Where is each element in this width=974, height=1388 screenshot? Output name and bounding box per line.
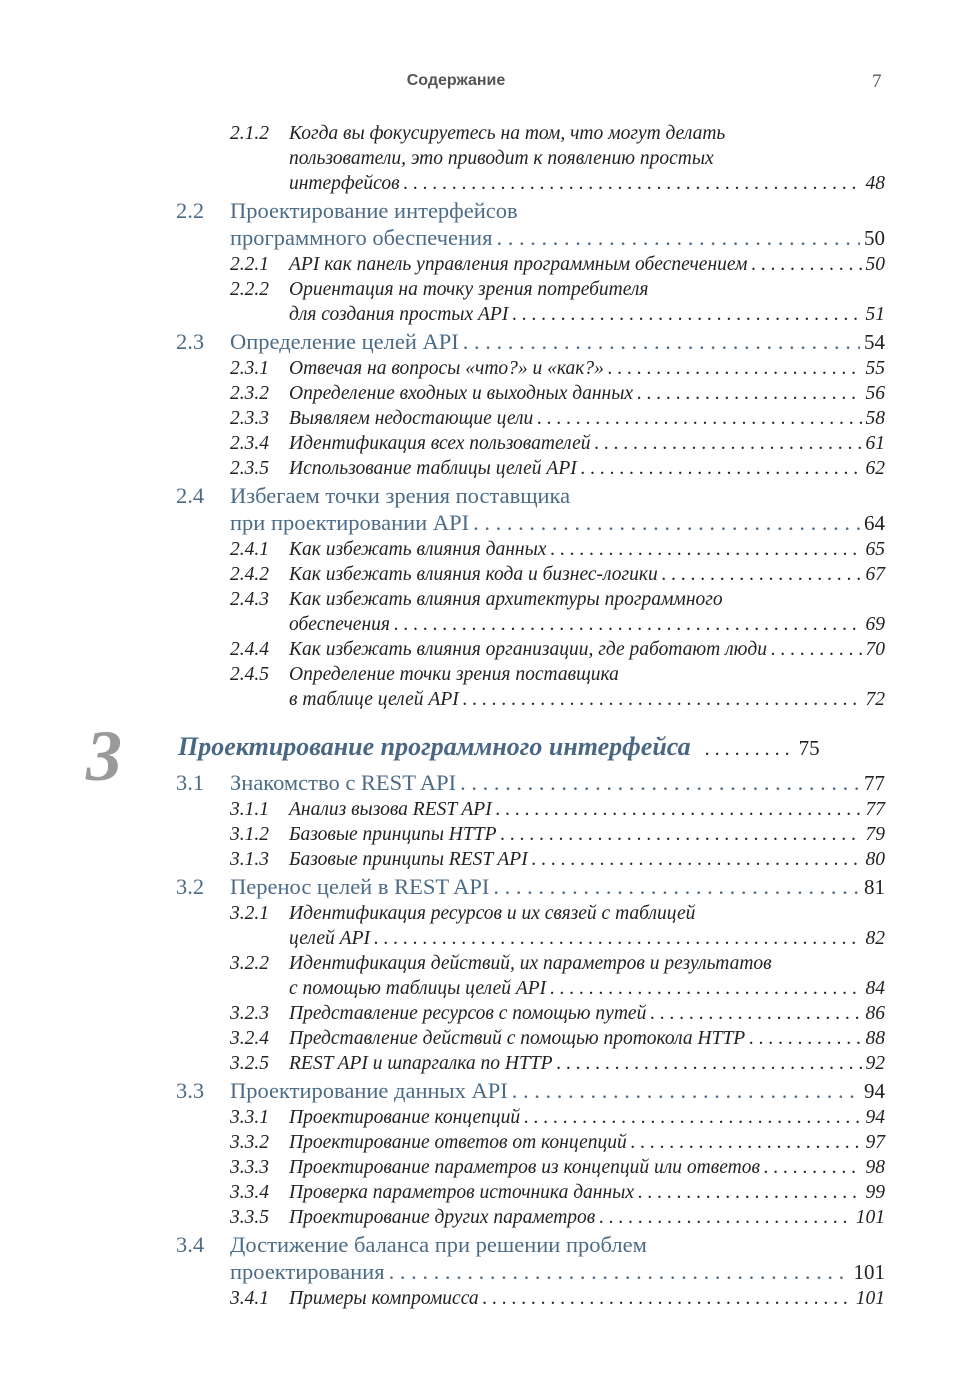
toc-entry-title: Как избежать влияния данных bbox=[289, 539, 547, 560]
toc-entry-title: Идентификация всех пользователей bbox=[289, 433, 591, 454]
toc-page-number: 50 bbox=[865, 254, 885, 275]
toc-subsection[interactable] bbox=[0, 1286, 974, 1311]
toc-entry-title: Проектирование ответов от концепций bbox=[289, 1132, 627, 1153]
toc-subsection[interactable] bbox=[0, 406, 974, 431]
toc-entry-number: 3.3 bbox=[176, 1078, 205, 1103]
toc-page-number: 101 bbox=[855, 1207, 885, 1228]
toc-entry-title: Использование таблицы целей API bbox=[289, 458, 577, 479]
toc-page-number: 58 bbox=[865, 408, 885, 429]
dot-leader bbox=[532, 847, 862, 872]
toc-subsection[interactable] bbox=[0, 381, 974, 406]
toc-page-number: 94 bbox=[864, 1079, 885, 1103]
toc-entry-title: Определение точки зрения поставщика bbox=[289, 664, 619, 685]
dot-leader bbox=[496, 224, 860, 251]
toc-entry-title: интерфейсов bbox=[289, 173, 400, 194]
toc-entry-title: пользователи, это приводит к появлению простых bbox=[289, 148, 714, 169]
toc-entry-title: REST API и шпаргалка по HTTP bbox=[289, 1053, 553, 1074]
toc-entry-title: Проектирование интерфейсов bbox=[230, 198, 518, 223]
toc-entry-title: Базовые принципы HTTP bbox=[289, 824, 497, 845]
toc-section[interactable] bbox=[0, 1231, 974, 1286]
toc-entry-number: 2.3 bbox=[176, 329, 205, 354]
toc-entry-title: Как избежать влияния организации, где работают люди bbox=[289, 639, 767, 660]
dot-leader bbox=[512, 302, 861, 327]
toc-subsection[interactable] bbox=[0, 456, 974, 481]
dot-leader bbox=[550, 537, 861, 562]
dot-leader bbox=[512, 1077, 860, 1104]
toc-entry-number: 2.3.5 bbox=[230, 458, 269, 479]
toc-page-number: 79 bbox=[865, 824, 885, 845]
toc-entry-number: 2.3.2 bbox=[230, 383, 269, 404]
toc-subsection[interactable] bbox=[0, 662, 974, 712]
toc-entry-title: Проектирование данных API bbox=[230, 1078, 508, 1103]
dot-leader bbox=[599, 1205, 851, 1230]
toc-entry-number: 3.2.2 bbox=[230, 953, 269, 974]
toc-entry-number: 3.4.1 bbox=[230, 1288, 269, 1309]
toc-entry-title: Анализ вызова REST API bbox=[289, 799, 492, 820]
toc-entry-number: 3.1.2 bbox=[230, 824, 269, 845]
toc-entry-number: 3.3.1 bbox=[230, 1107, 269, 1128]
toc-entry-number: 2.2.2 bbox=[230, 279, 269, 300]
toc-entry-title: Выявляем недостающие цели bbox=[289, 408, 534, 429]
dot-leader bbox=[463, 328, 860, 355]
toc-page-number: 67 bbox=[865, 564, 885, 585]
dot-leader bbox=[394, 612, 862, 637]
toc-subsection[interactable] bbox=[0, 1001, 974, 1026]
toc-entry-number: 2.4.4 bbox=[230, 639, 269, 660]
dot-leader bbox=[524, 1105, 861, 1130]
toc-entry-title: для создания простых API bbox=[289, 304, 509, 325]
toc-entry-number: 3.2.1 bbox=[230, 903, 269, 924]
toc-subsection[interactable] bbox=[0, 562, 974, 587]
toc-entry-number: 3.3.3 bbox=[230, 1157, 269, 1178]
toc-subsection[interactable] bbox=[0, 431, 974, 456]
toc-entry-number: 2.2 bbox=[176, 198, 205, 223]
toc-subsection[interactable] bbox=[0, 1205, 974, 1230]
dot-leader bbox=[557, 1051, 862, 1076]
toc-entry-title: API как панель управления программным обеспечением bbox=[289, 254, 748, 275]
dot-leader bbox=[771, 637, 862, 662]
toc-entry-number: 3.1.3 bbox=[230, 849, 269, 870]
toc-entry-title: Ориентация на точку зрения потребителя bbox=[289, 279, 649, 300]
toc-page-number: 55 bbox=[865, 358, 885, 379]
toc-entry-number: 2.4 bbox=[176, 483, 205, 508]
toc-subsection[interactable] bbox=[0, 277, 974, 327]
toc-entry-title: проектирования bbox=[230, 1259, 385, 1284]
toc-entry-title: при проектировании API bbox=[230, 510, 470, 535]
toc-subsection[interactable] bbox=[0, 1026, 974, 1051]
toc-entry-title: с помощью таблицы целей API bbox=[289, 978, 547, 999]
dot-leader bbox=[493, 873, 860, 900]
toc-entry-number: 2.4.5 bbox=[230, 664, 269, 685]
toc-section[interactable] bbox=[0, 873, 974, 901]
dot-leader bbox=[501, 822, 862, 847]
dot-leader bbox=[638, 1180, 861, 1205]
toc-entry-title: обеспечения bbox=[289, 614, 390, 635]
toc-page-number: 97 bbox=[865, 1132, 885, 1153]
dot-leader bbox=[764, 1155, 862, 1180]
toc-entry-title: Определение целей API bbox=[230, 329, 459, 354]
dot-leader bbox=[496, 797, 862, 822]
toc-subsection[interactable] bbox=[0, 1180, 974, 1205]
toc-entry-number: 3.2.4 bbox=[230, 1028, 269, 1049]
dot-leader bbox=[483, 1286, 852, 1311]
toc-page-number: 75 bbox=[798, 736, 820, 760]
toc-subsection[interactable] bbox=[0, 537, 974, 562]
toc-entry-title: Отвечая на вопросы «что?» и «как?» bbox=[289, 358, 604, 379]
toc-entry-title: Как избежать влияния кода и бизнес-логики bbox=[289, 564, 658, 585]
toc-entry-number: 3.2.3 bbox=[230, 1003, 269, 1024]
dot-leader bbox=[404, 171, 862, 196]
toc-entry-number: 3.2.5 bbox=[230, 1053, 269, 1074]
toc-entry-title: Избегаем точки зрения поставщика bbox=[230, 483, 571, 508]
dot-leader bbox=[581, 456, 862, 481]
dot-leader bbox=[752, 252, 862, 277]
toc-entry-title: Представление ресурсов с помощью путей bbox=[289, 1003, 647, 1024]
toc-entry-number: 3.1.1 bbox=[230, 799, 269, 820]
dot-leader bbox=[637, 381, 861, 406]
toc-subsection[interactable] bbox=[0, 1130, 974, 1155]
toc-page-number: 101 bbox=[855, 1288, 885, 1309]
toc-page-number: 69 bbox=[865, 614, 885, 635]
toc-entry-number: 2.2.1 bbox=[230, 254, 269, 275]
dot-leader bbox=[374, 926, 862, 951]
dot-leader bbox=[550, 976, 861, 1001]
toc-subsection[interactable] bbox=[0, 1155, 974, 1180]
toc-page-number: 77 bbox=[865, 799, 885, 820]
toc-entry-number: 3.1 bbox=[176, 770, 205, 795]
toc-subsection[interactable] bbox=[0, 121, 974, 196]
toc-subsection[interactable] bbox=[0, 901, 974, 951]
toc-entry-number: 3 bbox=[86, 716, 122, 796]
toc-page-number: 48 bbox=[865, 173, 885, 194]
toc-entry-title: Достижение баланса при решении проблем bbox=[230, 1232, 647, 1257]
toc-page-number: 86 bbox=[865, 1003, 885, 1024]
toc-subsection[interactable] bbox=[0, 637, 974, 662]
dot-leader bbox=[608, 356, 862, 381]
toc-subsection[interactable] bbox=[0, 847, 974, 872]
toc-page-number: 82 bbox=[865, 928, 885, 949]
dot-leader bbox=[473, 509, 860, 536]
toc-page-number: 77 bbox=[864, 771, 885, 795]
toc-page-number: 64 bbox=[864, 511, 885, 535]
toc-page-number: 88 bbox=[865, 1028, 885, 1049]
toc-entry-number: 2.4.3 bbox=[230, 589, 269, 610]
toc-section[interactable] bbox=[0, 197, 974, 252]
toc-page-number: 92 bbox=[865, 1053, 885, 1074]
toc-section[interactable] bbox=[0, 769, 974, 797]
toc-page-number: 54 bbox=[864, 330, 885, 354]
toc-subsection[interactable] bbox=[0, 822, 974, 847]
toc-page-number: 56 bbox=[865, 383, 885, 404]
toc-entry-title: Идентификация ресурсов и их связей с таблицей bbox=[289, 903, 696, 924]
toc-subsection[interactable] bbox=[0, 1051, 974, 1076]
toc-page-number: 94 bbox=[865, 1107, 885, 1128]
toc-page-number: 99 bbox=[865, 1182, 885, 1203]
toc-page-number: 101 bbox=[853, 1260, 885, 1284]
toc-page-number: 84 bbox=[865, 978, 885, 999]
toc-subsection[interactable] bbox=[0, 356, 974, 381]
toc-entry-title: Проектирование параметров из концепций или ответов bbox=[289, 1157, 760, 1178]
toc-entry-title: целей API bbox=[289, 928, 370, 949]
dot-leader bbox=[595, 431, 862, 456]
dot-leader bbox=[650, 1001, 861, 1026]
page-number: 7 bbox=[872, 71, 882, 92]
dot-leader bbox=[662, 562, 862, 587]
dot-leader bbox=[463, 687, 862, 712]
toc-entry-title: Базовые принципы REST API bbox=[289, 849, 528, 870]
toc-entry-title: Знакомство с REST API bbox=[230, 770, 457, 795]
toc-entry-title: Представление действий с помощью протокола HTTP bbox=[289, 1028, 746, 1049]
dot-leader bbox=[460, 769, 860, 796]
toc-subsection[interactable] bbox=[0, 252, 974, 277]
toc-section[interactable] bbox=[0, 1077, 974, 1105]
table-of-contents bbox=[0, 121, 974, 1311]
toc-entry-title: Идентификация действий, их параметров и результатов bbox=[289, 953, 772, 974]
toc-entry-number: 2.3.3 bbox=[230, 408, 269, 429]
toc-page-number: 70 bbox=[865, 639, 885, 660]
dot-leader bbox=[631, 1130, 862, 1155]
toc-entry-title: Проектирование концепций bbox=[289, 1107, 521, 1128]
dot-leader bbox=[705, 732, 795, 766]
toc-entry-title: в таблице целей API bbox=[289, 689, 459, 710]
toc-entry-title: Проверка параметров источника данных bbox=[289, 1182, 635, 1203]
toc-subsection[interactable] bbox=[0, 951, 974, 1001]
toc-entry-number: 3.3.2 bbox=[230, 1132, 269, 1153]
toc-entry-title: Определение входных и выходных данных bbox=[289, 383, 634, 404]
toc-page-number: 80 bbox=[865, 849, 885, 870]
toc-subsection[interactable] bbox=[0, 797, 974, 822]
dot-leader bbox=[389, 1258, 850, 1285]
toc-entry-title: Проектирование других параметров bbox=[289, 1207, 596, 1228]
toc-entry-number: 2.3.1 bbox=[230, 358, 269, 379]
toc-subsection[interactable] bbox=[0, 1105, 974, 1130]
toc-entry-title: Когда вы фокусируетесь на том, что могут делать bbox=[289, 123, 726, 144]
toc-entry-title: Перенос целей в REST API bbox=[230, 874, 490, 899]
toc-page-number: 65 bbox=[865, 539, 885, 560]
toc-page-number: 98 bbox=[865, 1157, 885, 1178]
toc-entry-number: 3.3.5 bbox=[230, 1207, 269, 1228]
toc-entry-number: 3.2 bbox=[176, 874, 205, 899]
toc-page-number: 50 bbox=[864, 226, 885, 250]
toc-entry-title: Как избежать влияния архитектуры программного bbox=[289, 589, 723, 610]
toc-entry-title: Примеры компромисса bbox=[289, 1288, 479, 1309]
running-header-title: Содержание bbox=[406, 72, 506, 89]
toc-page-number: 62 bbox=[865, 458, 885, 479]
toc-page-number: 51 bbox=[865, 304, 885, 325]
dot-leader bbox=[537, 406, 861, 431]
toc-subsection[interactable] bbox=[0, 587, 974, 637]
dot-leader bbox=[749, 1026, 861, 1051]
toc-section[interactable] bbox=[0, 328, 974, 356]
toc-entry-number: 2.4.2 bbox=[230, 564, 269, 585]
toc-entry-number: 3.4 bbox=[176, 1232, 205, 1257]
toc-page-number: 81 bbox=[864, 875, 885, 899]
toc-page-number: 61 bbox=[865, 433, 885, 454]
toc-entry-number: 2.3.4 bbox=[230, 433, 269, 454]
toc-entry-title: программного обеспечения bbox=[230, 225, 493, 250]
toc-section[interactable] bbox=[0, 482, 974, 537]
toc-entry-title: Проектирование программного интерфейса bbox=[178, 732, 691, 761]
toc-entry-number: 2.1.2 bbox=[230, 123, 269, 144]
toc-entry-number: 3.3.4 bbox=[230, 1182, 269, 1203]
toc-entry-number: 2.4.1 bbox=[230, 539, 269, 560]
toc-page-number: 72 bbox=[865, 689, 885, 710]
